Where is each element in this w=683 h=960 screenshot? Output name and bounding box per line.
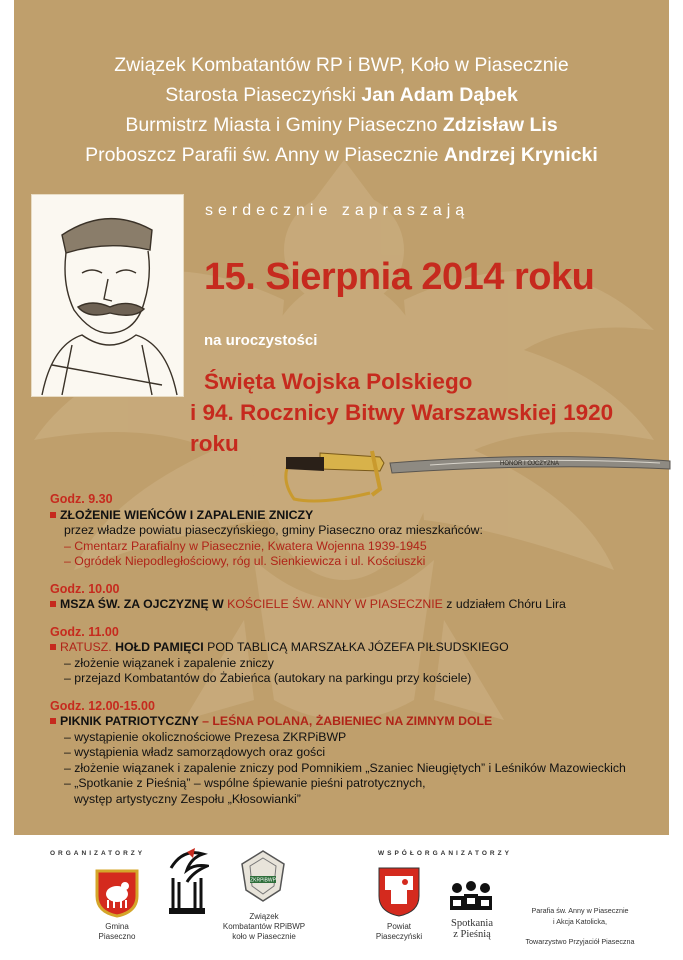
- gmina-caption: Gmina Piaseczno: [98, 922, 136, 941]
- host-line-3: Burmistrz Miasta i Gminy Piaseczno Zdzisław Lis: [125, 114, 558, 136]
- title-line-1: Święta Wojska Polskiego: [204, 369, 473, 394]
- schedule-place: KOŚCIELE ŚW. ANNY W PIASECZNIE: [227, 597, 443, 611]
- saber-engraving: HONOR I OJCZYZNA: [500, 461, 560, 467]
- schedule-line: – przejazd Kombatantów do Żabieńca (autokary na parkingu przy kościele): [64, 671, 472, 685]
- schedule-place: – Ogródek Niepodległościowy, róg ul. Sienkiewicza i ul. Kościuszki: [64, 554, 426, 568]
- occasion-intro: na uroczystości: [204, 332, 318, 349]
- spotkania-logo-icon: [447, 880, 495, 916]
- schedule: [50, 492, 660, 819]
- pilsudski-sketch-icon: [32, 195, 183, 396]
- schedule-place: – Cmentarz Parafialny w Piasecznie, Kwatera Wojenna 1939-1945: [64, 538, 427, 553]
- organizers-label: ORGANIZATORZY: [50, 850, 146, 857]
- partners: Parafia św. Anny w Piasecznie i Akcja Katolicka, Towarzystwo Przyjaciół Piaseczna: [525, 906, 635, 946]
- zkrp-badge-text: ZKRPiBWP: [250, 877, 276, 884]
- schedule-line: przez władze powiatu piaseczyńskiego, gminy Piaseczno oraz mieszkańców:: [64, 523, 483, 537]
- title-line-2: i 94. Rocznicy Bitwy Warszawskiej 1920 roku: [190, 400, 614, 456]
- schedule-line: – złożenie wiązanek i zapalenie zniczy: [64, 655, 274, 670]
- gmina-piaseczno-crest-icon: [94, 868, 140, 918]
- schedule-tail: z udziałem Chóru Lira: [442, 597, 566, 611]
- coorganizers-label: WSPÓŁORGANIZATORZY: [378, 850, 512, 857]
- schedule-item-1100: [50, 625, 660, 687]
- host-line-1: Związek Kombatantów RP i BWP, Koło w Piasecznie: [114, 54, 569, 76]
- schedule-time: Godz. 10.00: [50, 581, 120, 596]
- host-line-2: Starosta Piaseczyński Jan Adam Dąbek: [165, 84, 518, 106]
- schedule-place: – LEŚNA POLANA, ŻABIENIEC NA ZIMNYM DOLE: [198, 714, 493, 728]
- schedule-event: HOŁD PAMIĘCI: [111, 640, 204, 654]
- schedule-line: występ artystyczny Zespołu „Kłosowianki”: [74, 791, 301, 806]
- event-title: [190, 366, 660, 459]
- bullet-icon: [50, 512, 56, 518]
- schedule-line: – wystąpienie okolicznościowe Prezesa ZKRPiBWP: [64, 729, 347, 744]
- spiewnik-logo-icon: [165, 848, 209, 916]
- schedule-time: Godz. 9.30: [50, 492, 113, 506]
- schedule-line: – złożenie wiązanek i zapalenie zniczy pod Pomnikiem „Szaniec Nieugiętych” i Leśników Mazowieckich: [64, 760, 626, 775]
- schedule-time: Godz. 11.00: [50, 624, 119, 639]
- schedule-line: – „Spotkanie z Pieśnią” – wspólne śpiewanie pieśni patrotycznych,: [64, 776, 426, 790]
- powiat-caption: Powiat Piaseczyński: [375, 922, 423, 941]
- event-date: 15. Sierpnia 2014 roku: [204, 256, 595, 298]
- hosts: [0, 50, 683, 170]
- zwiazek-caption: Związek Kombatantów RPiBWP koło w Piasecznie: [222, 912, 306, 941]
- bullet-icon: [50, 718, 56, 724]
- bullet-icon: [50, 601, 56, 607]
- schedule-time: Godz. 12.00-15.00: [50, 698, 155, 713]
- schedule-event: MSZA ŚW. ZA OJCZYZNĘ W: [60, 597, 228, 611]
- schedule-line: – wystąpienia władz samorządowych oraz gości: [64, 745, 326, 759]
- invite-text: serdecznie zapraszają: [205, 202, 470, 219]
- schedule-item-1000: [50, 582, 660, 613]
- schedule-event: ZŁOŻENIE WIEŃCÓW I ZAPALENIE ZNICZY: [60, 507, 314, 522]
- schedule-place: RATUSZ.: [60, 640, 112, 654]
- powiat-piaseczynski-crest-icon: [377, 866, 421, 918]
- spotkania-caption: Spotkania z Pieśnią: [451, 918, 493, 940]
- zkrpibwp-badge-icon: [240, 850, 286, 902]
- schedule-event: PIKNIK PATRIOTYCZNY: [60, 714, 199, 728]
- schedule-item-1200: [50, 699, 660, 808]
- schedule-item-930: [50, 492, 660, 570]
- host-line-4: Proboszcz Parafii św. Anny w Piasecznie Andrzej Krynicki: [85, 144, 598, 166]
- pilsudski-portrait: [31, 194, 184, 397]
- bullet-icon: [50, 644, 56, 650]
- schedule-rest: POD TABLICĄ MARSZAŁKA JÓZEFA PIŁSUDSKIEGO: [203, 640, 509, 654]
